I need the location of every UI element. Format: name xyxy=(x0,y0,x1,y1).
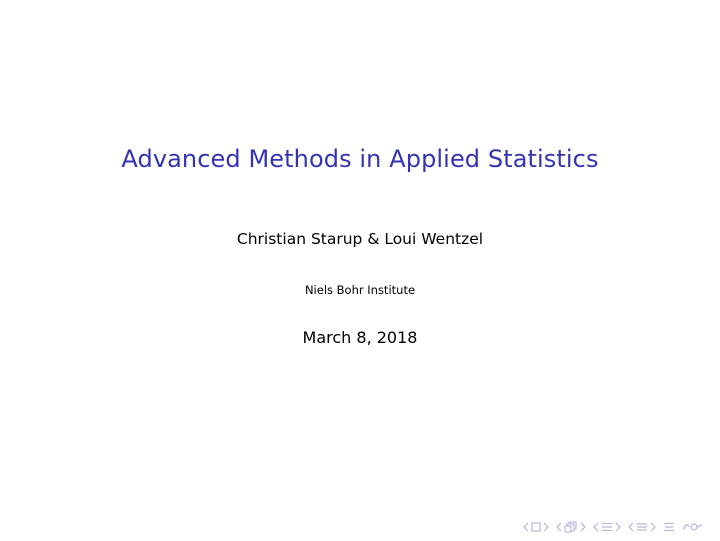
nav-subsection-icon[interactable] xyxy=(564,521,578,533)
nav-section-group xyxy=(593,522,621,532)
nav-appendix-group xyxy=(628,522,656,532)
nav-frame-forward-icon[interactable] xyxy=(543,522,549,532)
nav-appendix-forward-icon[interactable] xyxy=(650,522,656,532)
slide-title: Advanced Methods in Applied Statistics xyxy=(121,145,599,173)
nav-section-icon[interactable] xyxy=(601,522,613,532)
nav-frame-icon[interactable] xyxy=(531,522,541,532)
nav-align-icon[interactable] xyxy=(663,522,675,532)
nav-subsection-back-icon[interactable] xyxy=(556,522,562,532)
nav-section-back-icon[interactable] xyxy=(593,522,599,532)
nav-section-forward-icon[interactable] xyxy=(615,522,621,532)
beamer-navigation-bar xyxy=(523,519,704,535)
nav-frame-group xyxy=(523,522,549,532)
nav-subsection-forward-icon[interactable] xyxy=(580,522,586,532)
nav-appendix-icon[interactable] xyxy=(636,522,648,532)
nav-appendix-back-icon[interactable] xyxy=(628,522,634,532)
nav-search-icon[interactable] xyxy=(682,522,704,532)
slide-date: March 8, 2018 xyxy=(302,328,418,347)
nav-search-group xyxy=(682,522,704,532)
nav-frame-back-icon[interactable] xyxy=(523,522,529,532)
slide-authors: Christian Starup & Loui Wentzel xyxy=(236,230,484,248)
nav-align-group xyxy=(663,522,675,532)
slide-institute: Niels Bohr Institute xyxy=(304,283,416,297)
nav-subsection-group xyxy=(556,521,586,533)
